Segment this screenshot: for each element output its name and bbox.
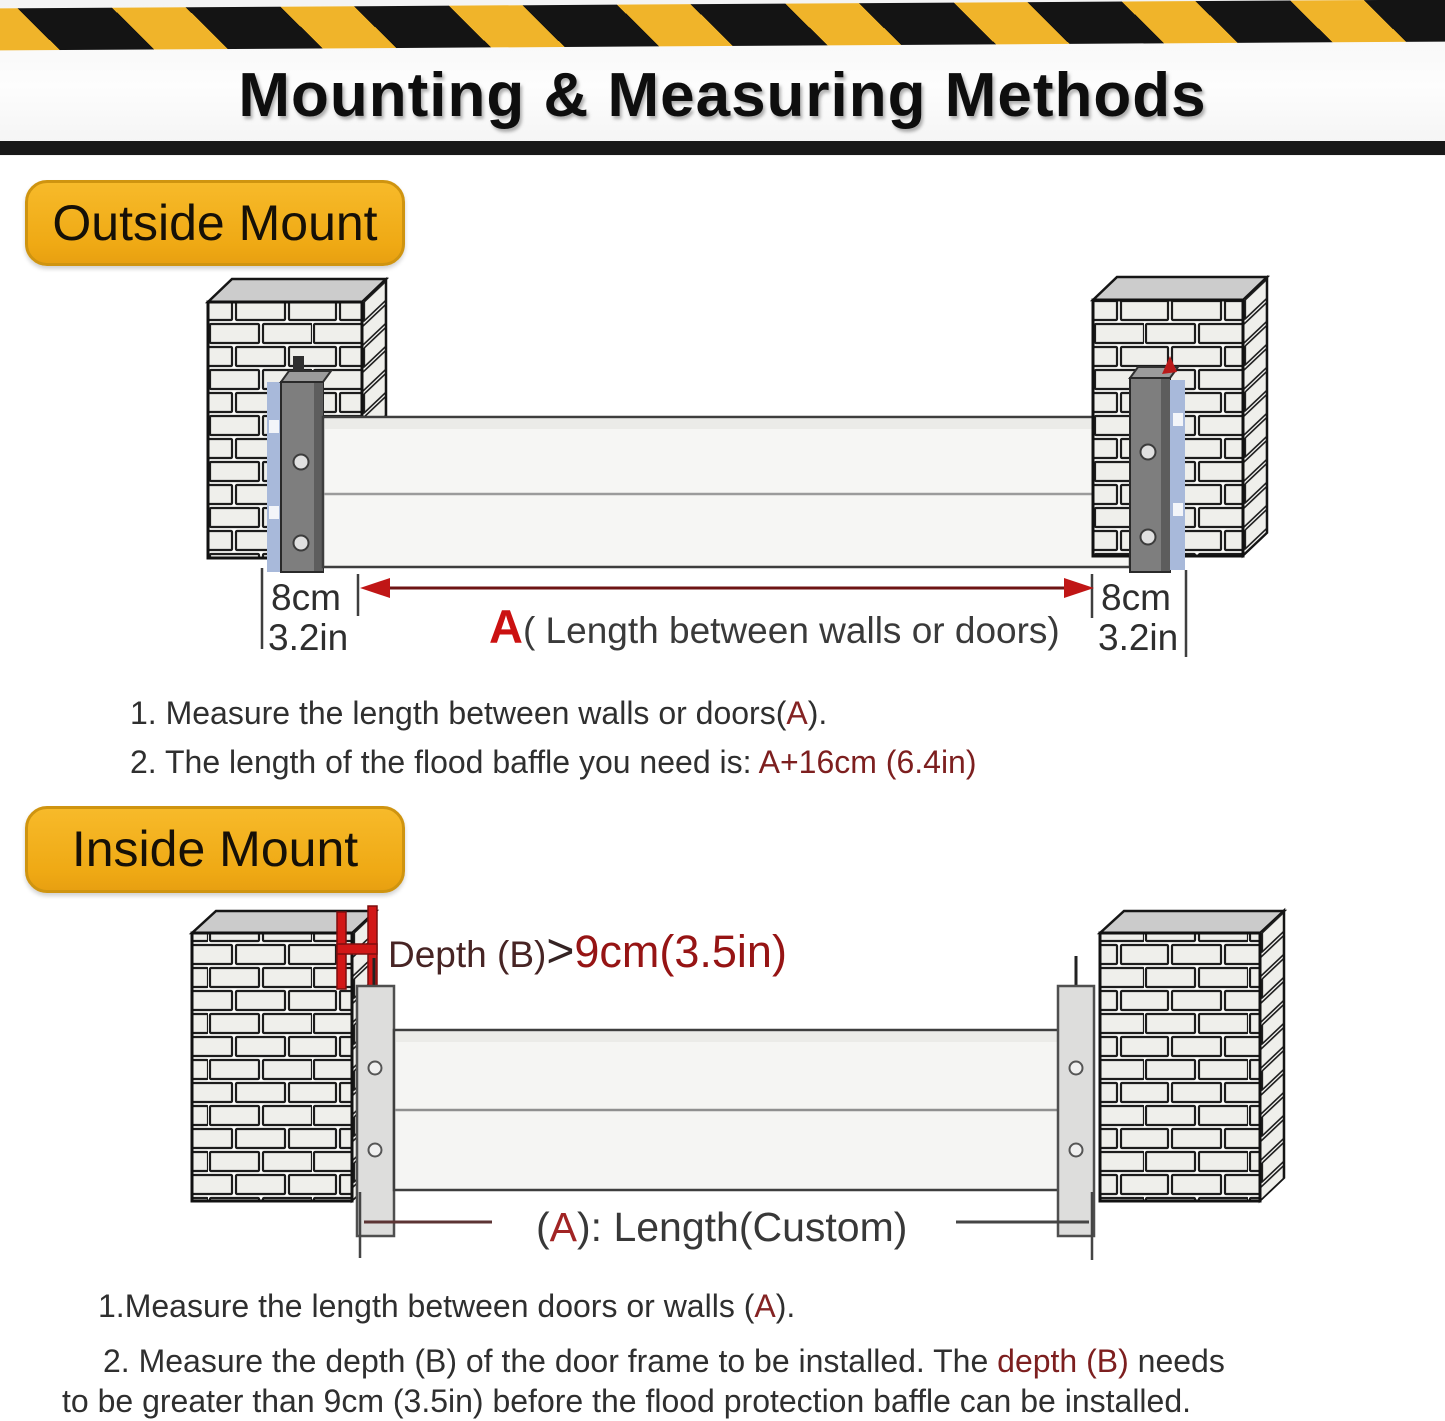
step-text: 1.Measure the length between doors or walls ( bbox=[98, 1288, 755, 1324]
outside-right-offset-in: 3.2in bbox=[1098, 617, 1179, 658]
step-accent: A bbox=[786, 695, 808, 731]
step-text: 2. The length of the flood baffle you need is: bbox=[130, 744, 759, 780]
outside-right-offset-cm: 8cm bbox=[1101, 577, 1171, 618]
inside-step-2-line-2 bbox=[62, 1383, 1191, 1420]
step-accent: A+16cm (6.4in) bbox=[758, 744, 977, 780]
step-accent: depth (B) bbox=[997, 1343, 1129, 1379]
header-underline-bar bbox=[0, 141, 1445, 155]
screw bbox=[1070, 1144, 1083, 1157]
step-accent: A bbox=[754, 1288, 776, 1324]
outside-left-offset-cm: 8cm bbox=[271, 577, 341, 618]
length-open: ( bbox=[536, 1204, 550, 1250]
outside-flood-barrier bbox=[323, 417, 1130, 567]
length-rest: ): Length(Custom) bbox=[577, 1204, 908, 1250]
screw bbox=[294, 536, 309, 551]
outside-left-bracket bbox=[267, 371, 331, 572]
screw bbox=[1070, 1062, 1083, 1075]
step-text: 1. Measure the length between walls or doors( bbox=[130, 695, 787, 731]
step-text: to be greater than 9cm (3.5in) before the flood protection baffle can be installed. bbox=[62, 1383, 1192, 1419]
inside-step-1 bbox=[98, 1288, 795, 1325]
screw bbox=[1141, 530, 1156, 545]
inside-mount-badge: Inside Mount bbox=[25, 806, 405, 893]
arrowhead-left-icon bbox=[360, 578, 390, 598]
greater-than-sign: > bbox=[546, 925, 575, 978]
depth-label bbox=[388, 924, 787, 979]
depth-name: Depth (B) bbox=[388, 934, 547, 975]
step-text: ). bbox=[775, 1288, 796, 1324]
inside-length-label bbox=[536, 1204, 907, 1251]
screw bbox=[294, 455, 309, 470]
screw bbox=[369, 1062, 382, 1075]
page-title: Mounting & Measuring Methods bbox=[238, 61, 1207, 130]
outside-mount-badge: Outside Mount bbox=[25, 180, 405, 266]
outside-step-1 bbox=[130, 695, 827, 732]
outside-span-label bbox=[489, 599, 1060, 654]
span-text: ( Length between walls or doors) bbox=[522, 610, 1060, 651]
outside-left-offset-in: 3.2in bbox=[268, 617, 349, 658]
outside-right-bracket bbox=[1130, 356, 1185, 572]
inside-right-pillar bbox=[1100, 910, 1284, 1201]
span-accent-a: A bbox=[489, 600, 523, 653]
screw bbox=[1141, 445, 1156, 460]
inside-step-2-line-1 bbox=[103, 1343, 1225, 1380]
length-accent-a: A bbox=[549, 1204, 578, 1250]
screw bbox=[369, 1144, 382, 1157]
inside-flood-barrier bbox=[394, 1030, 1062, 1190]
outside-step-2 bbox=[130, 744, 977, 781]
step-text: 2. Measure the depth (B) of the door frame to be installed. The bbox=[103, 1343, 998, 1379]
step-text: needs bbox=[1128, 1343, 1225, 1379]
arrowhead-right-icon bbox=[1064, 578, 1094, 598]
inside-left-bracket bbox=[357, 958, 394, 1236]
inside-right-bracket bbox=[1058, 956, 1094, 1236]
depth-value: 9cm(3.5in) bbox=[574, 926, 787, 977]
step-text: ). bbox=[807, 695, 828, 731]
